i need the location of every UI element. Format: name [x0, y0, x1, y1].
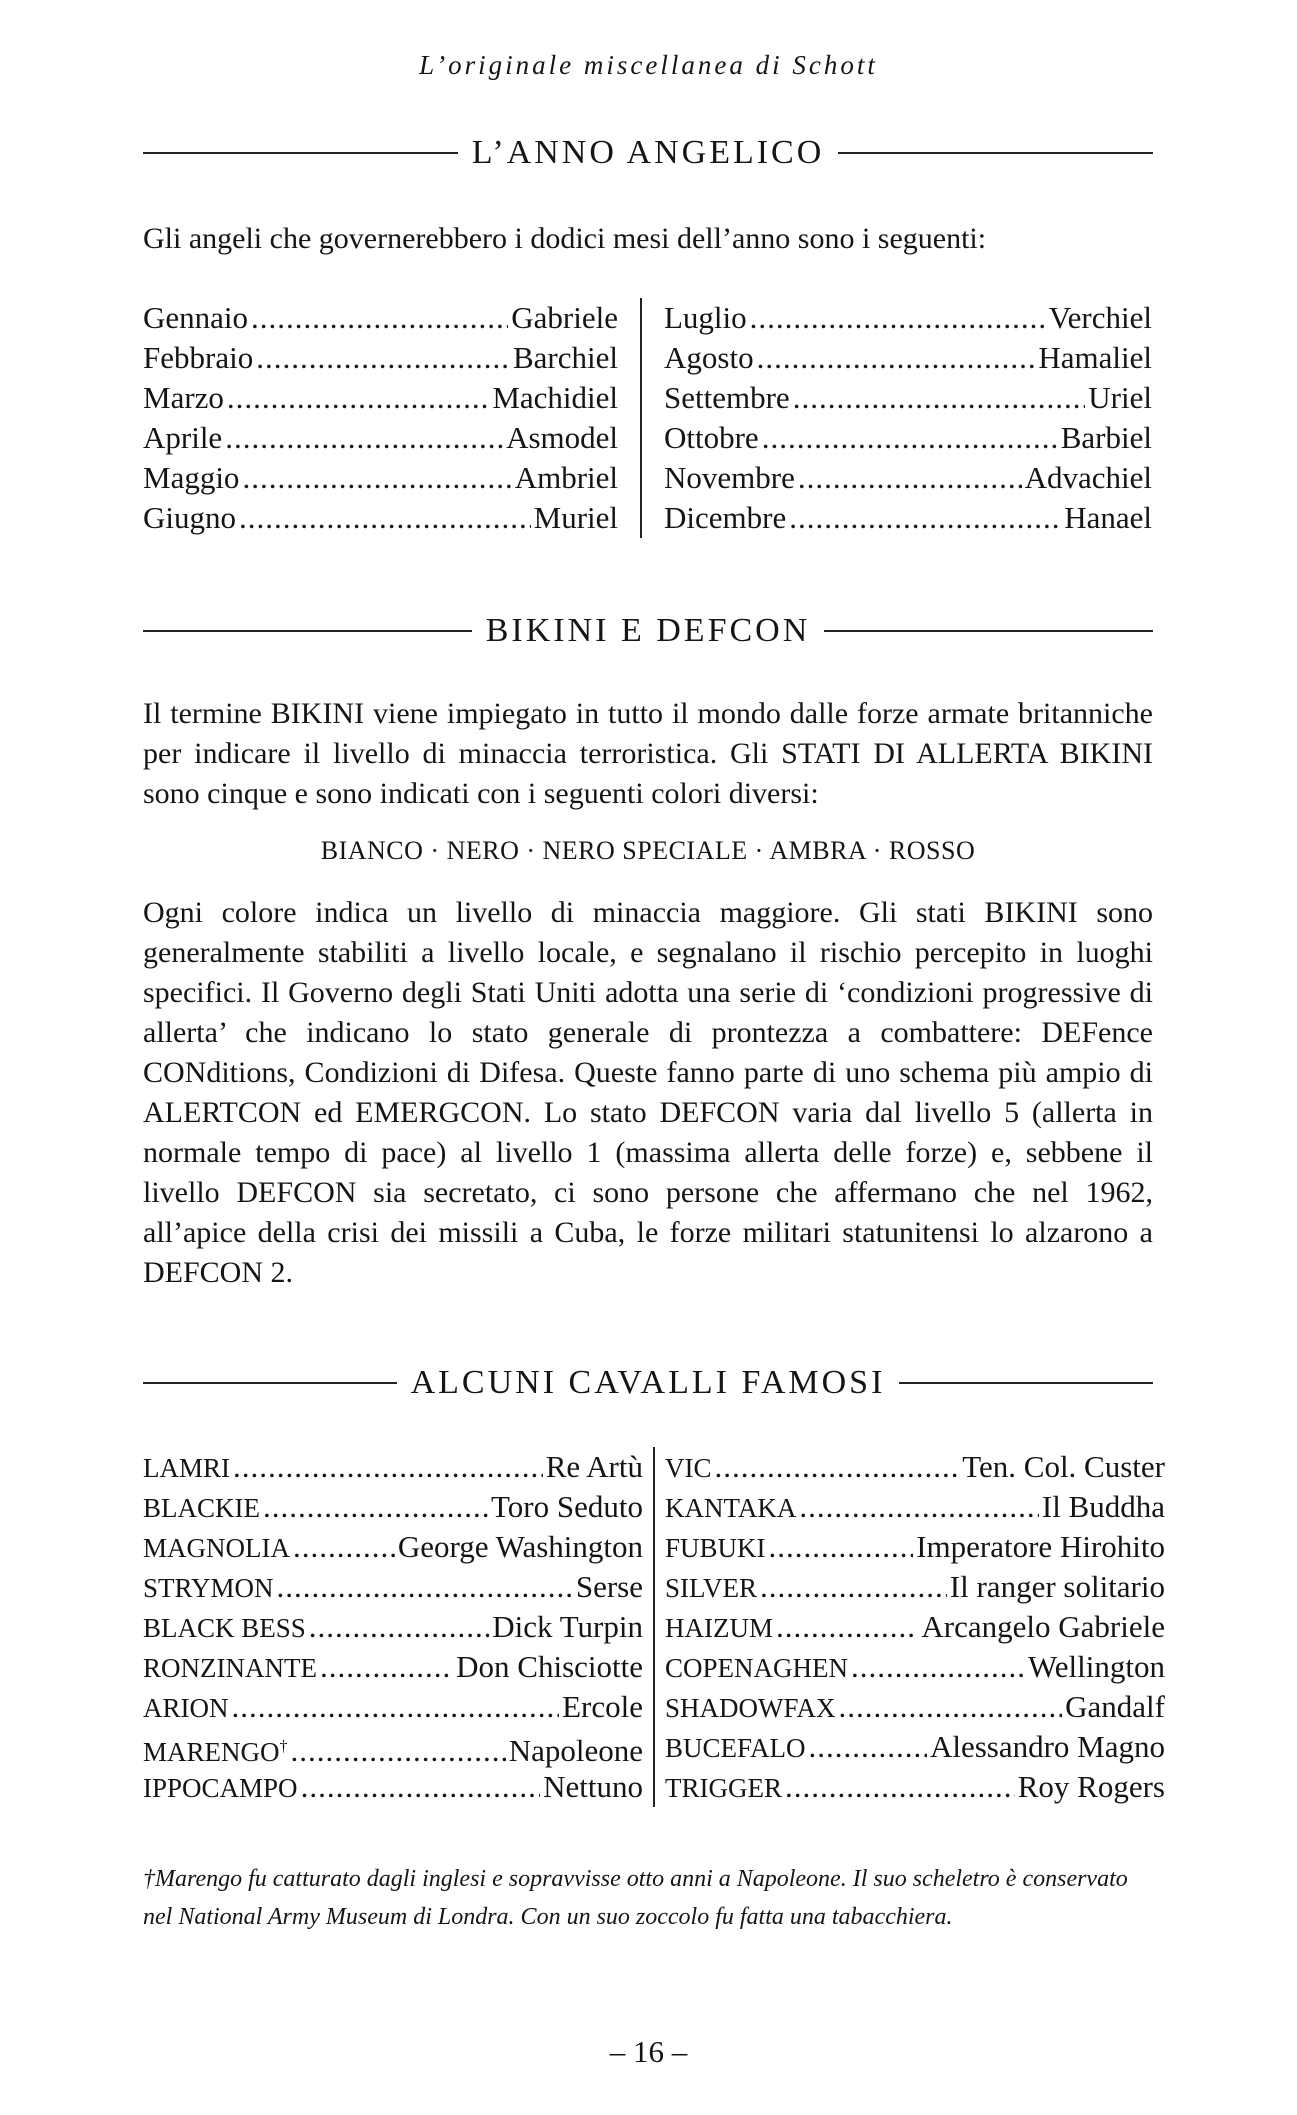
- list-item: RONZINANTE ..... Don Chisciotte: [143, 1647, 643, 1687]
- list-item: BLACKIE ..... Toro Seduto: [143, 1487, 643, 1527]
- list-item: FUBUKI ..... Imperatore Hirohito: [665, 1527, 1165, 1567]
- page-number: – 16 –: [609, 2034, 688, 2069]
- list-item: COPENAGHEN ..... Wellington: [665, 1647, 1165, 1687]
- list-item: Gennaio ..... Gabriele: [143, 298, 618, 338]
- running-head: L’originale miscellanea di Schott: [419, 50, 878, 80]
- heading-rule-right: [838, 152, 1153, 154]
- list-item: TRIGGER ..... Roy Rogers: [665, 1767, 1165, 1807]
- list-item: STRYMON ..... Serse: [143, 1567, 643, 1607]
- list-item: HAIZUM ..... Arcangelo Gabriele: [665, 1607, 1165, 1647]
- list-item: SHADOWFAX ..... Gandalf: [665, 1687, 1165, 1727]
- list-item: Dicembre ..... Hanael: [664, 498, 1152, 538]
- horses-column-right: [653, 1447, 1165, 1807]
- section-title: L’ANNO ANGELICO: [471, 134, 825, 171]
- list-item: LAMRI ..... Re Artù: [143, 1447, 643, 1487]
- footnote: †Marengo fu catturato dagli inglesi e sopravvisse otto anni a Napoleone. Il suo scheletro è conservato nel National Army Museum di Londra. Con un suo zoccolo fu fatta una tabacchiera.: [143, 1866, 1128, 1930]
- angels-column-left: [143, 298, 640, 538]
- section-heading-anno-angelico: [143, 134, 1153, 172]
- angels-table: [143, 298, 1153, 538]
- list-item: BLACK BESS ..... Dick Turpin: [143, 1607, 643, 1647]
- list-item: Febbraio ..... Barchiel: [143, 338, 618, 378]
- bikini-colors-list: BIANCO · NERO · NERO SPECIALE · AMBRA · ROSSO: [320, 836, 976, 865]
- list-item: Novembre ..... Advachiel: [664, 458, 1152, 498]
- list-item: BUCEFALO ..... Alessandro Magno: [665, 1727, 1165, 1767]
- section-title: BIKINI E DEFCON: [485, 612, 811, 649]
- list-item: IPPOCAMPO ..... Nettuno: [143, 1767, 643, 1807]
- list-item: Aprile ..... Asmodel: [143, 418, 618, 458]
- footnote-dagger: †: [279, 1738, 288, 1755]
- list-item: Settembre ..... Uriel: [664, 378, 1152, 418]
- section-heading-cavalli: [143, 1364, 1153, 1402]
- list-item: MAGNOLIA ..... George Washington: [143, 1527, 643, 1567]
- horses-column-left: [143, 1447, 653, 1807]
- list-item: Giugno ..... Muriel: [143, 498, 618, 538]
- bikini-paragraph-2: Ogni colore indica un livello di minaccia maggiore. Gli stati BIKINI sono generalmente stabiliti a livello locale, e segnalano il rischio percepito in luoghi specifici. Il Governo degli Stati Uniti adotta una serie di ‘condizioni progressive di allerta’ che indicano lo stato generale di prontezza a combattere: DEFence CONditions, Condizioni di Difesa. Queste fanno parte di uno schema più ampio di ALERTCON ed EMERGCON. Lo stato DEFCON varia dal livello 5 (allerta in normale tempo di pace) al livello 1 (massima allerta delle forze) e, sebbene il livello DEFCON sia secretato, ci sono persone che affermano che nel 1962, all’apice della crisi dei missili a Cuba, le forze militari statunitensi lo alzarono a DEFCON 2.: [143, 896, 1153, 1289]
- list-item: Ottobre ..... Barbiel: [664, 418, 1152, 458]
- section-heading-bikini-defcon: [143, 612, 1153, 650]
- list-item: Luglio ..... Verchiel: [664, 298, 1152, 338]
- list-item: MARENGO† ..... Napoleone: [143, 1727, 643, 1767]
- heading-rule-left: [143, 630, 472, 632]
- bikini-paragraph-1: Il termine BIKINI viene impiegato in tutto il mondo dalle forze armate britanniche per indicare il livello di minaccia terroristica. Gli STATI DI ALLERTA BIKINI sono cinque e sono indicati con i seguenti colori diversi:: [143, 697, 1153, 810]
- list-item: SILVER ..... Il ranger solitario: [665, 1567, 1165, 1607]
- heading-rule-left: [143, 1382, 397, 1384]
- heading-rule-left: [143, 152, 458, 154]
- list-item: ARION ..... Ercole: [143, 1687, 643, 1727]
- section-title: ALCUNI CAVALLI FAMOSI: [410, 1364, 886, 1401]
- angels-intro: Gli angeli che governerebbero i dodici mesi dell’anno sono i seguenti:: [143, 222, 987, 255]
- horses-table: [143, 1447, 1165, 1807]
- list-item: Maggio ..... Ambriel: [143, 458, 618, 498]
- list-item: Marzo ..... Machidiel: [143, 378, 618, 418]
- heading-rule-right: [824, 630, 1153, 632]
- list-item: KANTAKA ..... Il Buddha: [665, 1487, 1165, 1527]
- list-item: VIC ..... Ten. Col. Custer: [665, 1447, 1165, 1487]
- angels-column-right: [640, 298, 1152, 538]
- list-item: Agosto ..... Hamaliel: [664, 338, 1152, 378]
- heading-rule-right: [899, 1382, 1153, 1384]
